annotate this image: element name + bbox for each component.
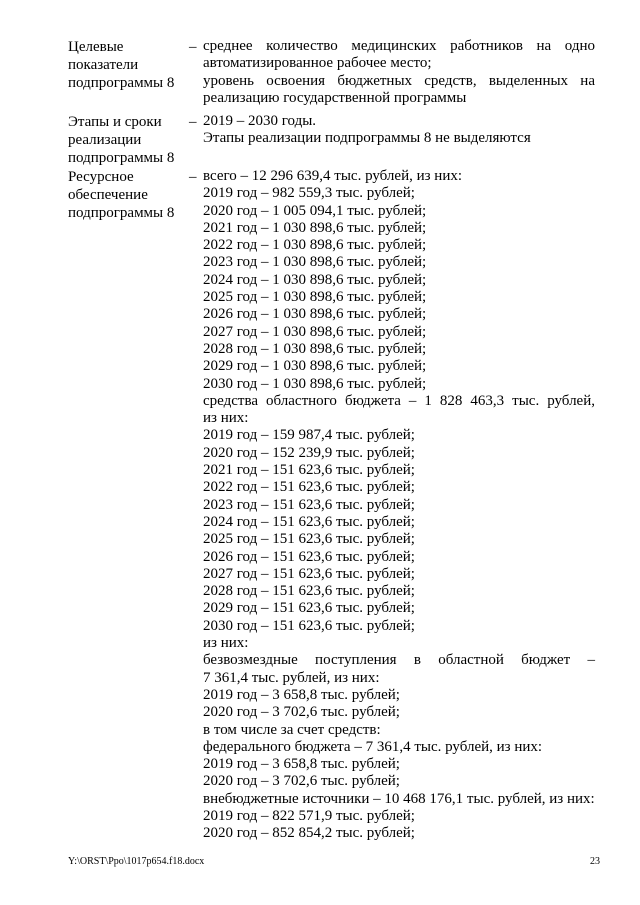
content-line: среднее количество медицинских работников на одно xyxy=(203,38,595,54)
content-line: 2030 год – 151 623,6 тыс. рублей; xyxy=(203,617,415,634)
content-line: 2021 год – 151 623,6 тыс. рублей; xyxy=(203,462,415,479)
content-line: федерального бюджета – 7 361,4 тыс. рублей, из них: xyxy=(203,738,543,755)
row-content xyxy=(203,38,595,107)
content-line: 2020 год – 152 239,9 тыс. рублей; xyxy=(203,444,415,461)
row-dash: – xyxy=(189,169,197,185)
page-number: 23 xyxy=(590,856,600,867)
content-line: 2021 год – 1 030 898,6 тыс. рублей; xyxy=(203,219,427,236)
content-line: в том числе за счет средств: xyxy=(203,721,381,738)
content-line: 2019 – 2030 годы. xyxy=(203,113,317,129)
content-line: 2019 год – 3 658,8 тыс. рублей; xyxy=(203,686,400,703)
row-dash: – xyxy=(189,39,197,55)
content-line: 2020 год – 3 702,6 тыс. рублей; xyxy=(203,773,400,790)
content-line: 2026 год – 151 623,6 тыс. рублей; xyxy=(203,548,415,565)
content-line: 2025 год – 151 623,6 тыс. рублей; xyxy=(203,531,415,548)
content-line: 2028 год – 1 030 898,6 тыс. рублей; xyxy=(203,340,427,357)
content-line: 2030 год – 1 030 898,6 тыс. рублей; xyxy=(203,375,427,392)
content-line: 2019 год – 3 658,8 тыс. рублей; xyxy=(203,756,400,773)
content-line: 7 361,4 тыс. рублей, из них: xyxy=(203,669,380,686)
content-line: 2024 год – 151 623,6 тыс. рублей; xyxy=(203,513,415,530)
content-line: всего – 12 296 639,4 тыс. рублей, из них: xyxy=(203,168,463,184)
content-line: автоматизированное рабочее место; xyxy=(203,55,432,72)
content-line: 2024 год – 1 030 898,6 тыс. рублей; xyxy=(203,271,427,288)
content-line: 2027 год – 1 030 898,6 тыс. рублей; xyxy=(203,323,427,340)
content-line: средства областного бюджета – 1 828 463,3 тыс. рублей, xyxy=(203,392,595,409)
footer-file-path: Y:\ORST\Ppo\1017p654.f18.docx xyxy=(68,856,205,867)
content-line: 2022 год – 151 623,6 тыс. рублей; xyxy=(203,479,415,496)
content-line: 2027 год – 151 623,6 тыс. рублей; xyxy=(203,565,415,582)
content-line: уровень освоения бюджетных средств, выделенных на xyxy=(203,72,595,89)
content-line: 2028 год – 151 623,6 тыс. рублей; xyxy=(203,583,415,600)
content-line: 2022 год – 1 030 898,6 тыс. рублей; xyxy=(203,237,427,254)
content-line: 2020 год – 852 854,2 тыс. рублей; xyxy=(203,825,415,842)
content-line: из них: xyxy=(203,410,249,427)
row-label: Этапы и сроки реализации подпрограммы 8 xyxy=(68,114,175,166)
content-line: 2019 год – 822 571,9 тыс. рублей; xyxy=(203,807,415,824)
content-line: 2019 год – 159 987,4 тыс. рублей; xyxy=(203,427,415,444)
content-line: 2029 год – 1 030 898,6 тыс. рублей; xyxy=(203,358,427,375)
content-line: внебюджетные источники – 10 468 176,1 тыс. рублей, из них: xyxy=(203,790,595,807)
content-line: 2023 год – 151 623,6 тыс. рублей; xyxy=(203,496,415,513)
content-line: реализацию государственной программы xyxy=(203,89,467,106)
row-label: Целевые показатели подпрограммы 8 xyxy=(68,39,175,91)
row-content xyxy=(203,113,595,148)
content-line: 2020 год – 1 005 094,1 тыс. рублей; xyxy=(203,202,427,219)
content-line: 2029 год – 151 623,6 тыс. рублей; xyxy=(203,600,415,617)
row-content xyxy=(203,168,595,843)
content-line: 2025 год – 1 030 898,6 тыс. рублей; xyxy=(203,289,427,306)
content-line: 2026 год – 1 030 898,6 тыс. рублей; xyxy=(203,306,427,323)
content-line: из них: xyxy=(203,635,249,652)
content-line: 2019 год – 982 559,3 тыс. рублей; xyxy=(203,185,415,202)
content-line: безвозмездные поступления в областной бюджет – xyxy=(203,652,595,669)
row-dash: – xyxy=(189,114,197,130)
content-line: 2020 год – 3 702,6 тыс. рублей; xyxy=(203,704,400,721)
row-label: Ресурсное обеспечение подпрограммы 8 xyxy=(68,169,175,221)
content-line: 2023 год – 1 030 898,6 тыс. рублей; xyxy=(203,254,427,271)
content-line: Этапы реализации подпрограммы 8 не выделяются xyxy=(203,130,531,147)
